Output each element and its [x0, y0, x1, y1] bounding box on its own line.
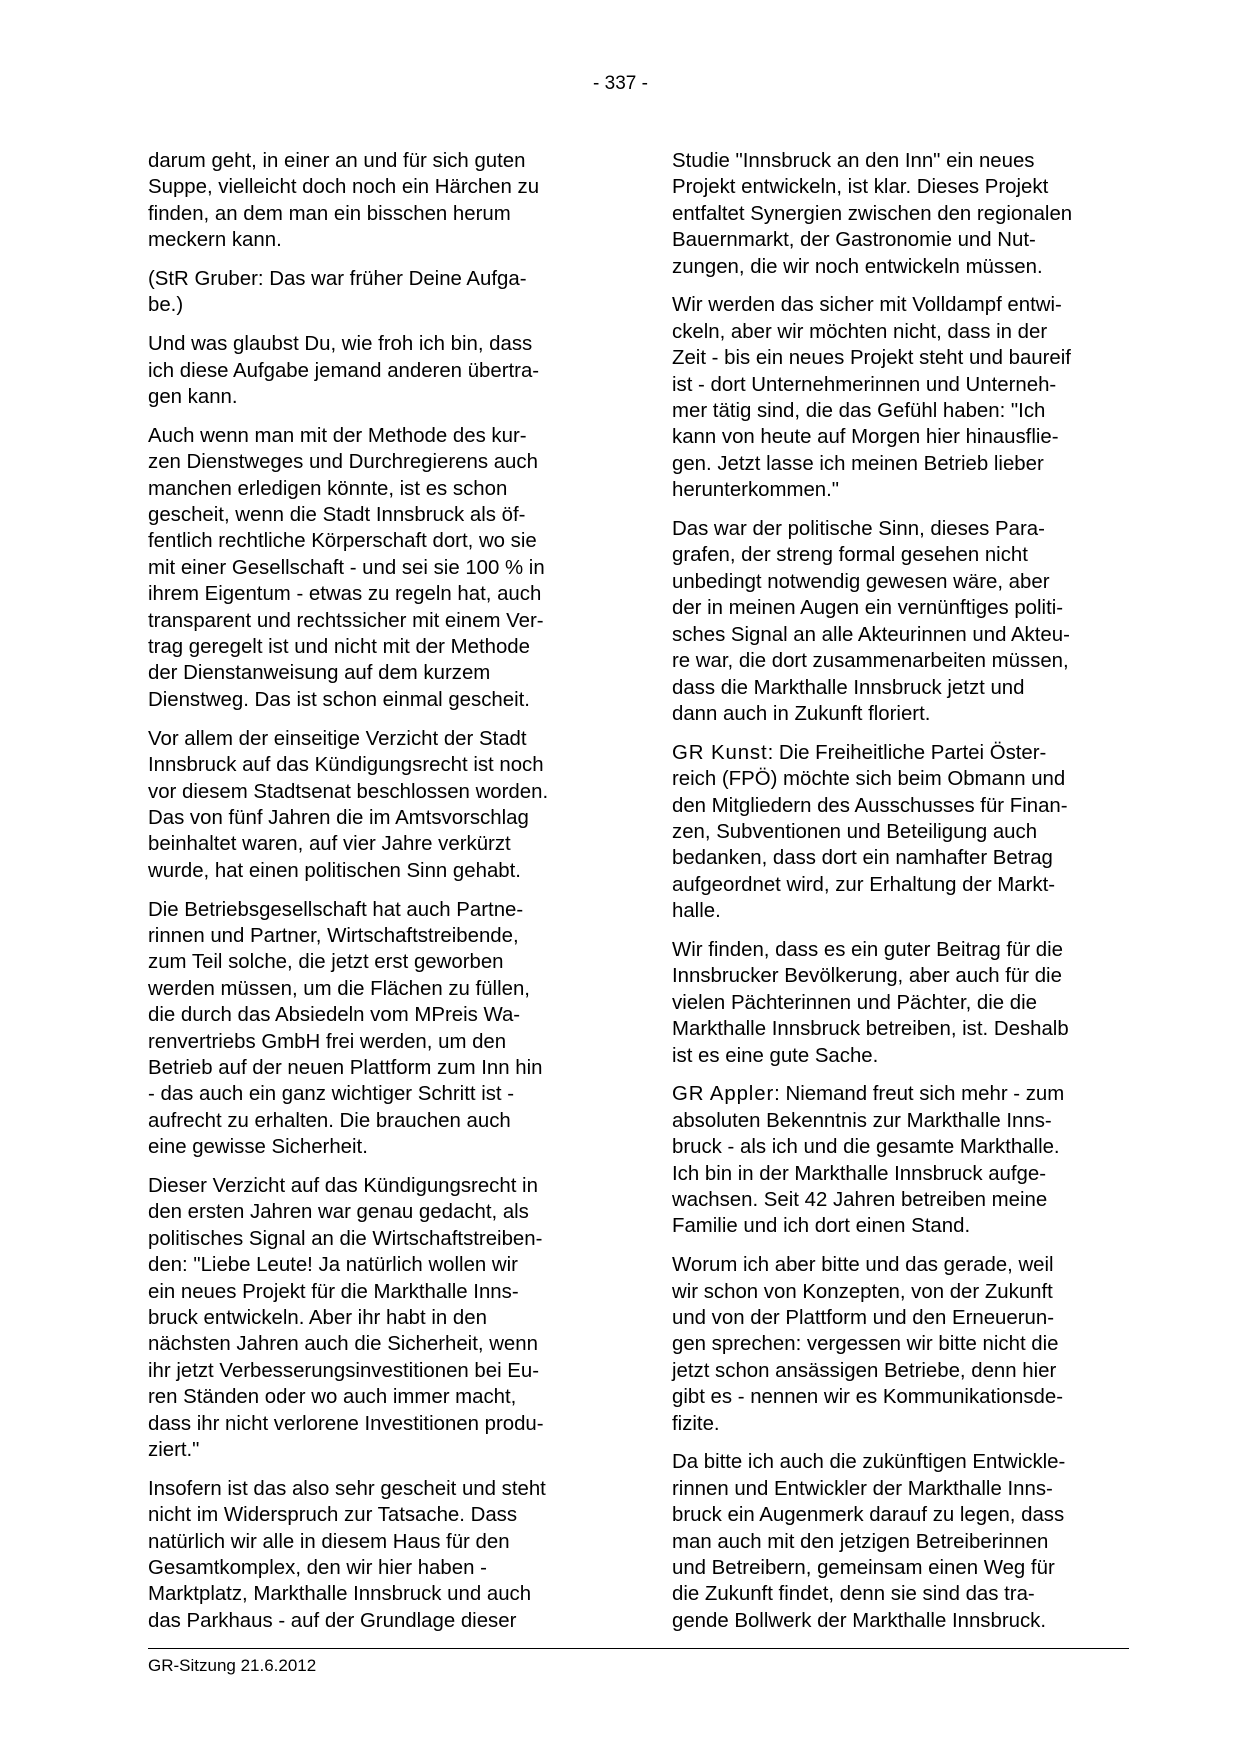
- paragraph: Die Betriebsgesellschaft hat auch Partne- rinnen und Partner, Wirtschaftstreibende, zum Teil solche, die jetzt erst geworben werden müssen, um die Flächen zu füllen, die durch das Absiedeln vom MPreis Wa- renvertriebs GmbH frei werden, um den Betrieb auf der neuen Plattform zum Inn hin - das auch ein ganz wichtiger Schritt ist - aufrecht zu erhalten. Die brauchen auch eine gewisse Sicherheit.: [148, 898, 543, 1159]
- speaker-name: GR Kunst: [672, 741, 768, 764]
- paragraph: Worum ich aber bitte und das gerade, weil wir schon von Konzepten, von der Zukunft und von der Plattform und den Erneuerun- gen sprechen: vergessen wir bitte nicht die jetzt schon ansässigen Betriebe, denn hier gibt es - nennen wir es Kommunikationsde- fizite.: [672, 1254, 1064, 1435]
- paragraph: Wir finden, dass es ein guter Beitrag für die Innsbrucker Bevölkerung, aber auch für die vielen Pächterinnen und Pächter, die die Markthalle Innsbruck betreiben, ist. Deshalb ist es eine gute Sache.: [672, 938, 1069, 1067]
- speech-kunst: GR Kunst: Die Freiheitliche Partei Öster- reich (FPÖ) möchte sich beim Obmann und den Mitgliedern des Ausschusses für Finan- zen, Subventionen und Beteiligung auch bedanken, dass dort ein namhafter Betrag aufgeordnet wird, zur Erhaltung der Markt- halle.: [672, 741, 1068, 923]
- left-column: [148, 148, 608, 1647]
- paragraph: Da bitte ich auch die zukünftigen Entwickle- rinnen und Entwickler der Markthalle Inns- bruck ein Augenmerk darauf zu legen, dass man auch mit den jetzigen Betreiberinnen und Betreibern, gemeinsam einen Weg für die Zukunft findet, denn sie sind das tra- gende Bollwerk der Markthalle Innsbruck.: [672, 1451, 1066, 1632]
- paragraph: Studie "Innsbruck an den Inn" ein neues Projekt entwickeln, ist klar. Dieses Projekt entfaltet Synergien zwischen den regionalen Bauernmarkt, der Gastronomie und Nut- zungen, die wir noch entwickeln müssen.: [672, 150, 1073, 278]
- page-number: - 337 -: [593, 73, 648, 94]
- paragraph: Dieser Verzicht auf das Kündigungsrecht in den ersten Jahren war genau gedacht, als politisches Signal an die Wirtschaftstreiben- den: "Liebe Leute! Ja natürlich wollen wir ein neues Projekt für die Markthalle Inns- bruck entwickeln. Aber ihr habt in den nächsten Jahren auch die Sicherheit, wenn ihr jetzt Verbesserungsinvestitionen bei Eu- ren Ständen oder wo auch immer macht, dass ihr nicht verlorene Investitionen produ- ziert.": [148, 1174, 544, 1462]
- paragraph: Das war der politische Sinn, dieses Para- grafen, der streng formal gesehen nicht unbedingt notwendig gewesen wäre, aber der in meinen Augen ein vernünftiges politi- sches Signal an alle Akteurinnen und Akteu- re war, die dort zusammenarbeiten müssen, dass die Markthalle Innsbruck jetzt und dann auch in Zukunft floriert.: [672, 518, 1070, 725]
- paragraph: Und was glaubst Du, wie froh ich bin, dass ich diese Aufgabe jemand anderen übertra- gen kann.: [148, 333, 540, 409]
- footer-divider: [148, 1648, 1129, 1649]
- paragraph: Wir werden das sicher mit Volldampf entwi- ckeln, aber wir möchten nicht, dass in der Zeit - bis ein neues Projekt steht und baureif ist - dort Unternehmerinnen und Unterneh- mer tätig sind, die das Gefühl haben: "Ich kann von heute auf Morgen hier hinausflie- gen. Jetzt lasse ich meinen Betrieb lieber herunterkommen.": [672, 294, 1071, 502]
- interjection-gruber: (StR Gruber: Das war früher Deine Aufga- be.): [148, 268, 527, 317]
- speech-appler: GR Appler: Niemand freut sich mehr - zum absoluten Bekenntnis zur Markthalle Inns- bruck - als ich und die gesamte Markthalle. Ich bin in der Markthalle Innsbruck aufge- wachsen. Seit 42 Jahren betreiben meine Familie und ich dort einen Stand.: [672, 1083, 1065, 1238]
- right-column: [672, 148, 1130, 1647]
- paragraph: darum geht, in einer an und für sich guten Suppe, vielleicht doch noch ein Härchen zu finden, an dem man ein bisschen herum meckern kann.: [148, 150, 540, 252]
- paragraph: Vor allem der einseitige Verzicht der Stadt Innsbruck auf das Kündigungsrecht ist noch vor diesem Stadtsenat beschlossen worden. Das von fünf Jahren die im Amtsvorschlag beinhaltet waren, auf vier Jahre verkürzt wurde, hat einen politischen Sinn gehabt.: [148, 727, 549, 882]
- speaker-name: GR Appler: [672, 1083, 775, 1106]
- paragraph: Auch wenn man mit der Methode des kur- zen Dienstweges und Durchregierens auch manchen erledigen könnte, ist es schon gescheit, wenn die Stadt Innsbruck als öf- fentlich rechtliche Körperschaft dort, wo sie mit einer Gesellschaft - und sei sie 100 % in ihrem Eigentum - etwas zu regeln hat, auch transparent und rechtssicher mit einem Ver- trag geregelt ist und nicht mit der Methode der Dienstanweisung auf dem kurzem Dienstweg. Das ist schon einmal gescheit.: [148, 424, 545, 711]
- footer-session-date: GR-Sitzung 21.6.2012: [148, 1656, 317, 1675]
- paragraph: Insofern ist das also sehr gescheit und steht nicht im Widerspruch zur Tatsache. Dass natürlich wir alle in diesem Haus für den Gesamtkomplex, den wir hier haben - Marktplatz, Markthalle Innsbruck und auch das Parkhaus - auf der Grundlage dieser: [148, 1477, 546, 1632]
